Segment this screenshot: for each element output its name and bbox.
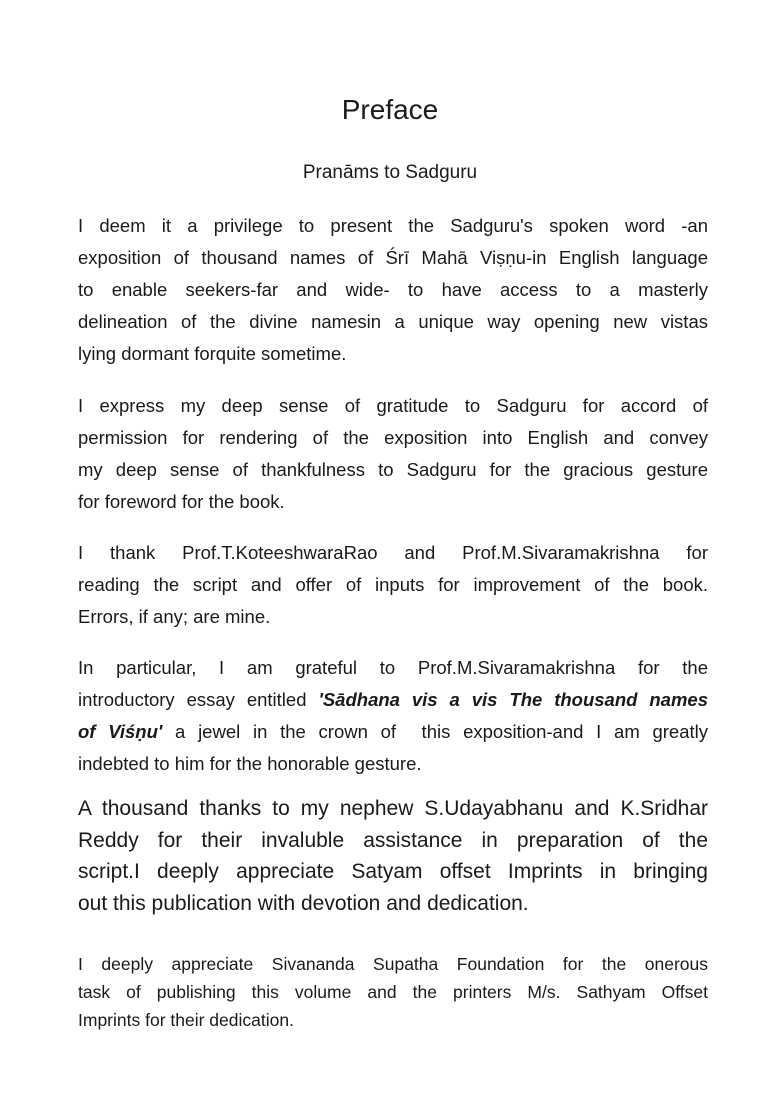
essay-title: 'Sādhana vis a vis The thousand names <box>318 689 708 710</box>
text-line: permission for rendering of the exposition into English and convey <box>78 427 708 448</box>
text-line: script.I deeply appreciate Satyam offset Imprints in bringing <box>78 860 708 883</box>
text-line <box>78 716 708 748</box>
text-line: task of publishing this volume and the printers M/s. Sathyam Offset <box>78 982 708 1002</box>
text-segment: introductory essay entitled <box>78 689 319 710</box>
text-line: I deeply appreciate Sivananda Supatha Foundation for the onerous <box>78 954 708 974</box>
text-line <box>78 684 708 716</box>
page-title: Preface <box>341 94 439 125</box>
paragraph-privilege <box>78 210 708 370</box>
text-line: reading the script and offer of inputs for improvement of the book. <box>78 574 708 595</box>
text-line: indebted to him for the honorable gesture. <box>78 753 422 774</box>
text-line: In particular, I am grateful to Prof.M.Sivaramakrishna for the <box>78 657 708 678</box>
text-line: Imprints for their dedication. <box>78 1010 294 1030</box>
essay-title-cont: of Viśṇu' <box>78 721 163 742</box>
paragraph-acknowledgement <box>78 793 708 919</box>
paragraph-essay <box>78 652 708 780</box>
text-line: to enable seekers-far and wide- to have access to a masterly <box>78 279 708 300</box>
text-line: Errors, if any; are mine. <box>78 606 271 627</box>
text-segment: a jewel in the crown of this exposition-and I am greatly <box>162 721 708 742</box>
paragraph-publisher <box>78 950 708 1034</box>
text-line: out this publication with devotion and dedication. <box>78 891 529 915</box>
text-line: lying dormant forquite sometime. <box>78 343 347 364</box>
text-line: for foreword for the book. <box>78 491 285 512</box>
paragraph-thanks <box>78 537 708 633</box>
text-line: my deep sense of thankfulness to Sadguru for the gracious gesture <box>78 459 708 480</box>
text-line: delineation of the divine namesin a unique way opening new vistas <box>78 311 708 332</box>
text-line: I express my deep sense of gratitude to Sadguru for accord of <box>78 395 708 416</box>
text-line: I thank Prof.T.KoteeshwaraRao and Prof.M.Sivaramakrishna for <box>78 542 708 563</box>
paragraph-gratitude <box>78 390 708 518</box>
text-line: exposition of thousand names of Śrī Mahā Viṣṇu-in English language <box>78 247 708 268</box>
text-line: A thousand thanks to my nephew S.Udayabhanu and K.Sridhar <box>78 797 708 820</box>
text-line: I deem it a privilege to present the Sadguru's spoken word -an <box>78 215 708 236</box>
page-subtitle: Pranāms to Sadguru <box>302 162 478 183</box>
text-line: Reddy for their invaluble assistance in preparation of the <box>78 828 708 852</box>
